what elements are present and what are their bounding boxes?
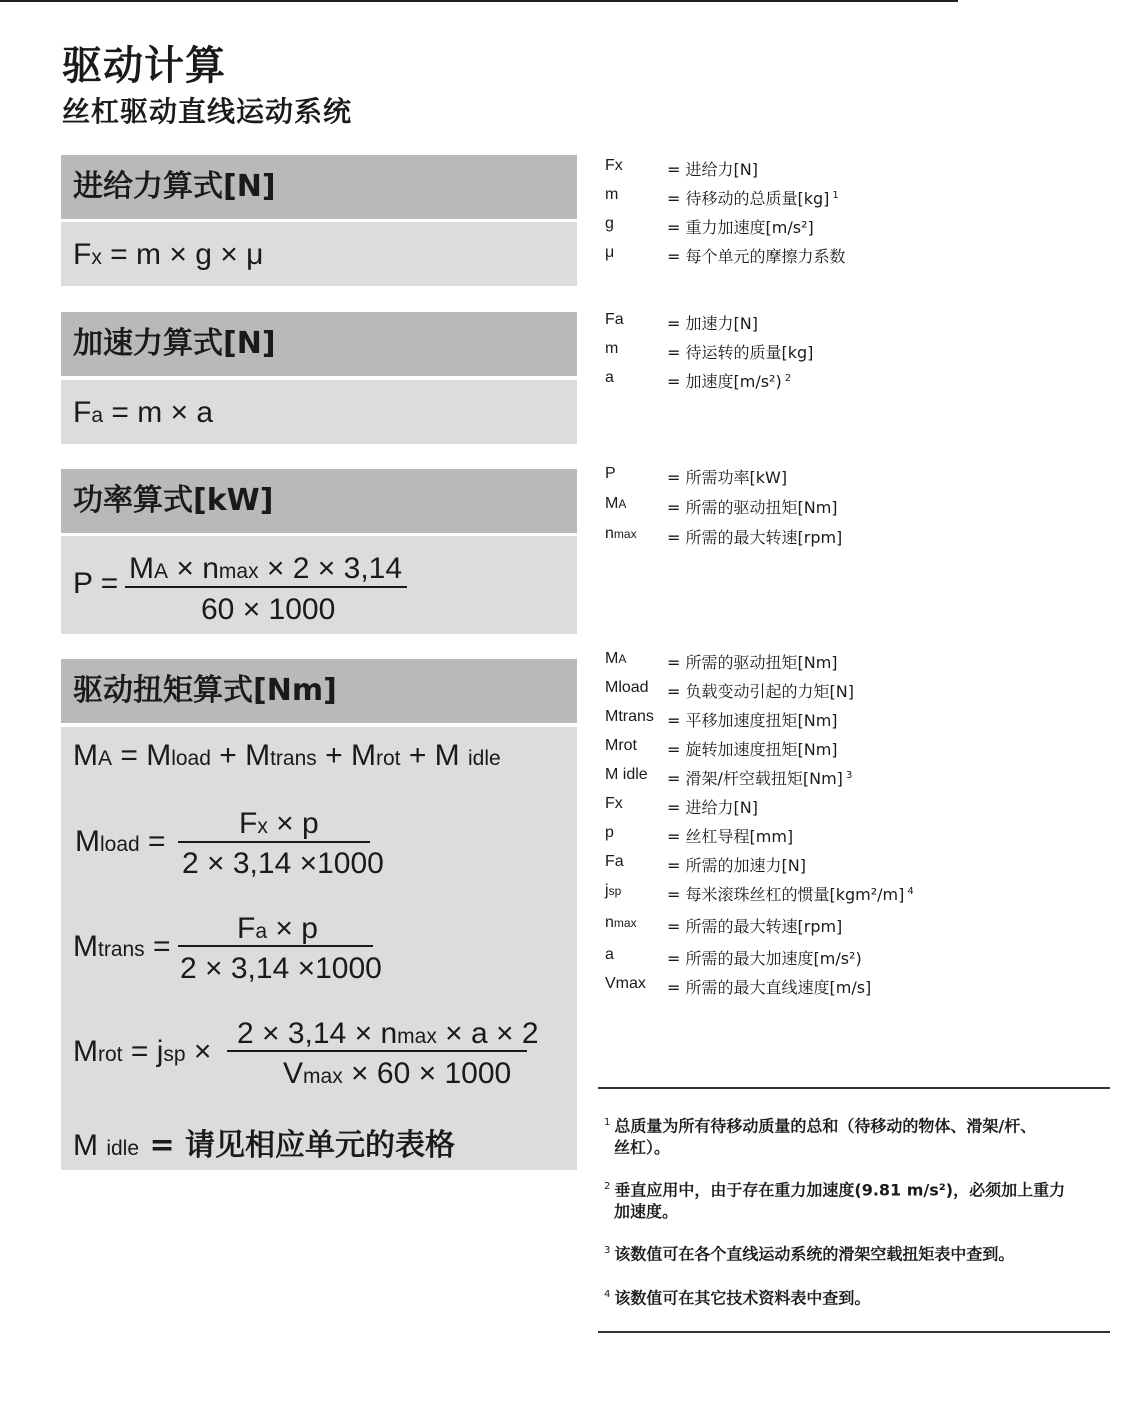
definition-text: = 所需的驱动扭矩[Nm] [667,498,838,517]
definition-symbol: M idle [605,766,648,783]
definition-symbol: nmax [605,525,637,542]
definition-symbol: nmax [605,914,637,931]
definition-symbol: p [605,824,614,841]
definition-symbol: Fx [605,795,623,812]
mrot-fraction-bar [227,1050,527,1052]
page-title: 驱动计算 [62,43,226,89]
mrot-lhs: Mrot = jsp × [73,1035,212,1068]
footnote-1: $^1$ 总质量为所有待移动质量的总和（待移动的物体、滑架/杆、 丝杠）。 [604,1116,1037,1158]
torque-heading: 驱动扭矩算式[Nm] [61,659,577,723]
definition-text: = 负载变动引起的力矩[N] [667,682,854,701]
definition-symbol: Fa [605,853,624,870]
definition-symbol: Fa [605,311,624,328]
definition-text: = 进给力[N] [667,798,758,817]
definition-text: = 待移动的总质量[kg] $^1$ [667,189,839,208]
power-heading: 功率算式[kW] [61,469,577,533]
accel-force-formula-box [61,380,577,444]
definition-symbol: Mtrans [605,708,654,725]
definition-text: = 所需的驱动扭矩[Nm] [667,653,838,672]
top-rule [0,0,958,2]
definition-symbol: jsp [605,882,622,899]
mtrans-denominator: 2 × 3,14 ×1000 [180,952,382,985]
mtrans-lhs: Mtrans = [73,930,171,963]
definition-text: = 所需的最大加速度[m/s²) [667,949,862,968]
definition-text: = 所需的最大直线速度[m/s] [667,978,872,997]
torque-formula-box [61,727,577,1170]
footnote-4: $^4$ 该数值可在其它技术资料表中查到。 [604,1288,871,1308]
power-lhs: P = [73,567,119,600]
power-numerator: MA × nmax × 2 × 3,14 [129,552,403,585]
definition-symbol: Mrot [605,737,637,754]
definition-text: = 加速度[m/s²) $^2$ [667,372,792,391]
definition-symbol: m [605,340,619,357]
definition-text: = 所需功率[kW] [667,468,788,487]
power-denominator: 60 × 1000 [201,593,336,626]
definition-text: = 每个单元的摩擦力系数 [667,247,846,266]
definition-text: = 丝杠导程[mm] [667,827,794,846]
definition-text: = 滑架/杆空载扭矩[Nm] $^3$ [667,769,853,788]
page-subtitle: 丝杠驱动直线运动系统 [62,95,353,128]
footnote-ref: 4 [907,885,914,897]
footnote-2: $^2$ 垂直应用中，由于存在重力加速度(9.81 m/s²)，必须加上重力 加速度。 [604,1180,1066,1222]
mload-lhs: Mload = [75,825,166,858]
feed-force-formula: Fx = m × g × μ [73,238,264,271]
definition-symbol: MA [605,495,627,512]
definition-text: = 平移加速度扭矩[Nm] [667,711,838,730]
accel-force-heading: 加速力算式[N] [61,312,577,376]
definition-symbol: Mload [605,679,649,696]
definition-symbol: a [605,946,614,963]
definition-text: = 待运转的质量[kg] [667,343,814,362]
definition-text: = 旋转加速度扭矩[Nm] [667,740,838,759]
definition-symbol: Vmax [605,975,646,992]
definition-text: = 加速力[N] [667,314,758,333]
feed-force-formula-box [61,222,577,286]
footnotes-bottom-rule [598,1331,1110,1333]
footnote-3: $^3$ 该数值可在各个直线运动系统的滑架空载扭矩表中查到。 [604,1244,1015,1264]
mtrans-numerator: Fa × p [237,912,318,945]
definition-symbol: g [605,215,614,232]
mrot-numerator: 2 × 3,14 × nmax × a × 2 [237,1017,539,1050]
mload-denominator: 2 × 3,14 ×1000 [182,847,384,880]
definition-symbol: μ [605,244,615,261]
mrot-denominator: Vmax × 60 × 1000 [283,1057,512,1090]
mload-fraction-bar [178,841,370,843]
footnote-ref: 1 [832,189,839,201]
power-fraction-bar [125,586,407,588]
power-formula-box [61,536,577,634]
feed-force-heading: 进给力算式[N] [61,155,577,219]
torque-sum-formula: MA = Mload + Mtrans + Mrot + M idle [73,739,501,772]
definition-text: = 所需的最大转速[rpm] [667,917,843,936]
definition-symbol: Fx [605,157,623,174]
definition-text: = 每米滚珠丝杠的惯量[kgm²/m] $^4$ [667,885,914,904]
definition-text: = 进给力[N] [667,160,758,179]
mtrans-fraction-bar [178,945,373,947]
definition-symbol: m [605,186,619,203]
definition-symbol: a [605,369,614,386]
definition-text: = 所需的最大转速[rpm] [667,528,843,547]
definition-symbol: MA [605,650,627,667]
footnote-ref: 3 [845,769,853,781]
accel-force-formula: Fa = m × a [73,396,214,429]
midle-formula: M idle = 请见相应单元的表格 [73,1128,456,1163]
footnote-ref: 2 [784,372,792,384]
mload-numerator: Fx × p [239,807,319,840]
definition-text: = 重力加速度[m/s²] [667,218,814,237]
footnotes-top-rule [598,1087,1110,1089]
definition-symbol: P [605,465,616,482]
definition-text: = 所需的加速力[N] [667,856,806,875]
